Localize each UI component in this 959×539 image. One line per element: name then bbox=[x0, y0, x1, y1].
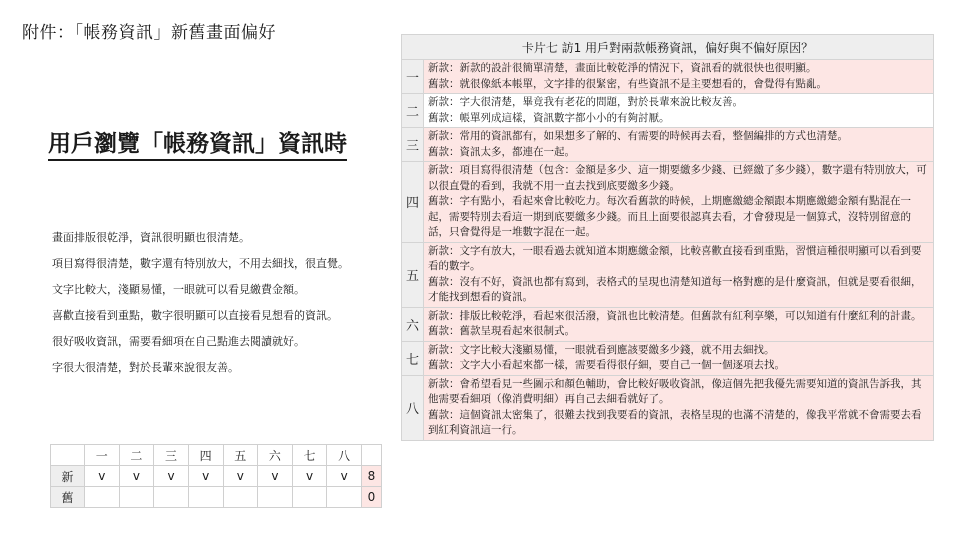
finding-item: 字很大很清楚，對於長輩來說很友善。 bbox=[52, 361, 239, 374]
interview-row bbox=[402, 375, 934, 440]
summary-column-header: 五 bbox=[223, 445, 258, 466]
interview-row bbox=[402, 60, 934, 94]
participant-number: 五 bbox=[402, 242, 424, 307]
participant-number: 六 bbox=[402, 307, 424, 341]
old-version-feedback: 舊款：就很像紙本帳單，文字排的很緊密，有些資訊不是主要想看的，會覺得有點亂。 bbox=[428, 77, 827, 90]
summary-column-header: 三 bbox=[154, 445, 189, 466]
summary-corner-cell bbox=[51, 445, 85, 466]
old-version-feedback: 舊款：帳單列成這樣，資訊數字都小小的有夠討厭。 bbox=[428, 111, 670, 124]
summary-mark-cell: v bbox=[85, 466, 120, 487]
participant-feedback bbox=[424, 307, 934, 341]
preference-summary-table bbox=[50, 444, 382, 508]
page-title: 附件：「帳務資訊」新舊畫面偏好 bbox=[22, 23, 276, 43]
finding-item: 文字比較大，淺顯易懂，一眼就可以看見繳費金額。 bbox=[52, 283, 305, 296]
finding-item: 很好吸收資訊，需要看細項在自己點進去閱讀就好。 bbox=[52, 335, 305, 348]
summary-mark-cell bbox=[154, 487, 189, 508]
interview-row bbox=[402, 242, 934, 307]
summary-mark-cell bbox=[85, 487, 120, 508]
summary-total-cell: 8 bbox=[362, 466, 382, 487]
summary-column-header: 二 bbox=[119, 445, 154, 466]
new-version-feedback: 新款：項目寫得很清楚（包含：金額是多少、這一期要繳多少錢、已經繳了多少錢），數字還有特別放大，可以很直覺的看到，我就不用一直去找到底要繳多少錢。 bbox=[428, 164, 927, 192]
participant-number: 八 bbox=[402, 375, 424, 440]
summary-row-label: 新 bbox=[51, 466, 85, 487]
summary-mark-cell: v bbox=[223, 466, 258, 487]
participant-number: 七 bbox=[402, 341, 424, 375]
participant-feedback bbox=[424, 341, 934, 375]
old-version-feedback: 舊款：舊款呈現看起來很制式。 bbox=[428, 325, 575, 337]
summary-column-header: 一 bbox=[85, 445, 120, 466]
summary-mark-cell: v bbox=[292, 466, 327, 487]
finding-item: 喜歡直接看到重點，數字很明顯可以直接看見想看的資訊。 bbox=[52, 309, 338, 322]
summary-row bbox=[51, 466, 382, 487]
summary-mark-cell: v bbox=[188, 466, 223, 487]
summary-column-header: 四 bbox=[188, 445, 223, 466]
finding-item: 項目寫得很清楚，數字還有特別放大，不用去細找，很直覺。 bbox=[52, 257, 349, 270]
summary-mark-cell bbox=[327, 487, 362, 508]
section-heading bbox=[48, 124, 348, 165]
summary-mark-cell: v bbox=[327, 466, 362, 487]
new-version-feedback: 新款：會希望看見一些圖示和顏色輔助，會比較好吸收資訊，像這個先把我優先需要知道的資訊告訴我，其他需要看細項（像消費明細）再自己去細看就好了。 bbox=[428, 377, 922, 405]
interview-table bbox=[401, 34, 934, 441]
summary-total-header bbox=[362, 445, 382, 466]
interview-row bbox=[402, 307, 934, 341]
new-version-feedback: 新款：文字比較大淺顯易懂，一眼就看到應該要繳多少錢，就不用去細找。 bbox=[428, 343, 775, 356]
new-version-feedback: 新款：字大很清楚，畢竟我有老花的問題，對於長輩來說比較友善。 bbox=[428, 96, 743, 108]
old-version-feedback: 舊款：沒有不好，資訊也都有寫到，表格式的呈現也清楚知道每一格對應的是什麼資訊，但就是要看很細，才能找到想看的資訊。 bbox=[428, 275, 922, 303]
summary-mark-cell: v bbox=[119, 466, 154, 487]
interview-table-title: 卡片七 訪1 用戶對兩款帳務資訊，偏好與不偏好原因？ bbox=[402, 35, 934, 60]
findings-list bbox=[52, 225, 382, 381]
participant-feedback bbox=[424, 128, 934, 162]
participant-number: 四 bbox=[402, 162, 424, 243]
participant-number: 二 bbox=[402, 94, 424, 128]
old-version-feedback: 舊款：文字大小看起來都一樣，需要看得很仔細，要自己一個一個逐項去找。 bbox=[428, 359, 785, 371]
new-version-feedback: 新款：新款的設計很簡單清楚，畫面比較乾淨的情況下，資訊看的就很快也很明顯。 bbox=[428, 62, 817, 74]
summary-mark-cell: v bbox=[154, 466, 189, 487]
participant-feedback bbox=[424, 375, 934, 440]
old-version-feedback: 舊款：資訊太多，都連在一起。 bbox=[428, 145, 575, 158]
new-version-feedback: 新款：排版比較乾淨，看起來很活潑，資訊也比較清楚。但舊款有紅利享樂，可以知道有什麼紅利的計畫。 bbox=[428, 309, 922, 322]
interview-row bbox=[402, 162, 934, 243]
participant-feedback bbox=[424, 162, 934, 243]
summary-row bbox=[51, 487, 382, 508]
summary-column-header: 八 bbox=[327, 445, 362, 466]
summary-mark-cell bbox=[292, 487, 327, 508]
interview-row bbox=[402, 341, 934, 375]
interview-header-row bbox=[402, 35, 934, 60]
summary-mark-cell: v bbox=[258, 466, 293, 487]
summary-total-cell: 0 bbox=[362, 487, 382, 508]
interview-row bbox=[402, 128, 934, 162]
participant-feedback bbox=[424, 94, 934, 128]
summary-mark-cell bbox=[258, 487, 293, 508]
interview-row bbox=[402, 94, 934, 128]
participant-number: 一 bbox=[402, 60, 424, 94]
summary-row-label: 舊 bbox=[51, 487, 85, 508]
summary-header-row bbox=[51, 445, 382, 466]
new-version-feedback: 新款：文字有放大，一眼看過去就知道本期應繳金額，比較喜歡直接看到重點，習慣這種很明顯可以看到要看的數字。 bbox=[428, 244, 922, 272]
summary-mark-cell bbox=[119, 487, 154, 508]
summary-column-header: 七 bbox=[292, 445, 327, 466]
old-version-feedback: 舊款：字有點小，看起來會比較吃力。每次看舊款的時候，上期應繳總金額跟本期應繳總金額有點混在一起，需要特別去看這一期到底要繳多少錢。而且上面要很認真去看，才會發現是一個算式，沒特別留意的話，只會覺得是一堆數字混在一起。 bbox=[428, 195, 911, 238]
new-version-feedback: 新款：常用的資訊都有，如果想多了解的、有需要的時候再去看，整個編排的方式也清楚。 bbox=[428, 130, 848, 142]
summary-mark-cell bbox=[223, 487, 258, 508]
finding-item: 畫面排版很乾淨，資訊很明顯也很清楚。 bbox=[52, 231, 250, 244]
old-version-feedback: 舊款：這個資訊太密集了，很難去找到我要看的資訊，表格呈現的也滿不清楚的，像我平常就不會需要去看到紅利資訊這一行。 bbox=[428, 408, 922, 436]
summary-mark-cell bbox=[188, 487, 223, 508]
summary-column-header: 六 bbox=[258, 445, 293, 466]
participant-feedback bbox=[424, 242, 934, 307]
participant-number: 三 bbox=[402, 128, 424, 162]
participant-feedback bbox=[424, 60, 934, 94]
section-heading-text: 用戶瀏覽「帳務資訊」資訊時 bbox=[48, 131, 347, 161]
